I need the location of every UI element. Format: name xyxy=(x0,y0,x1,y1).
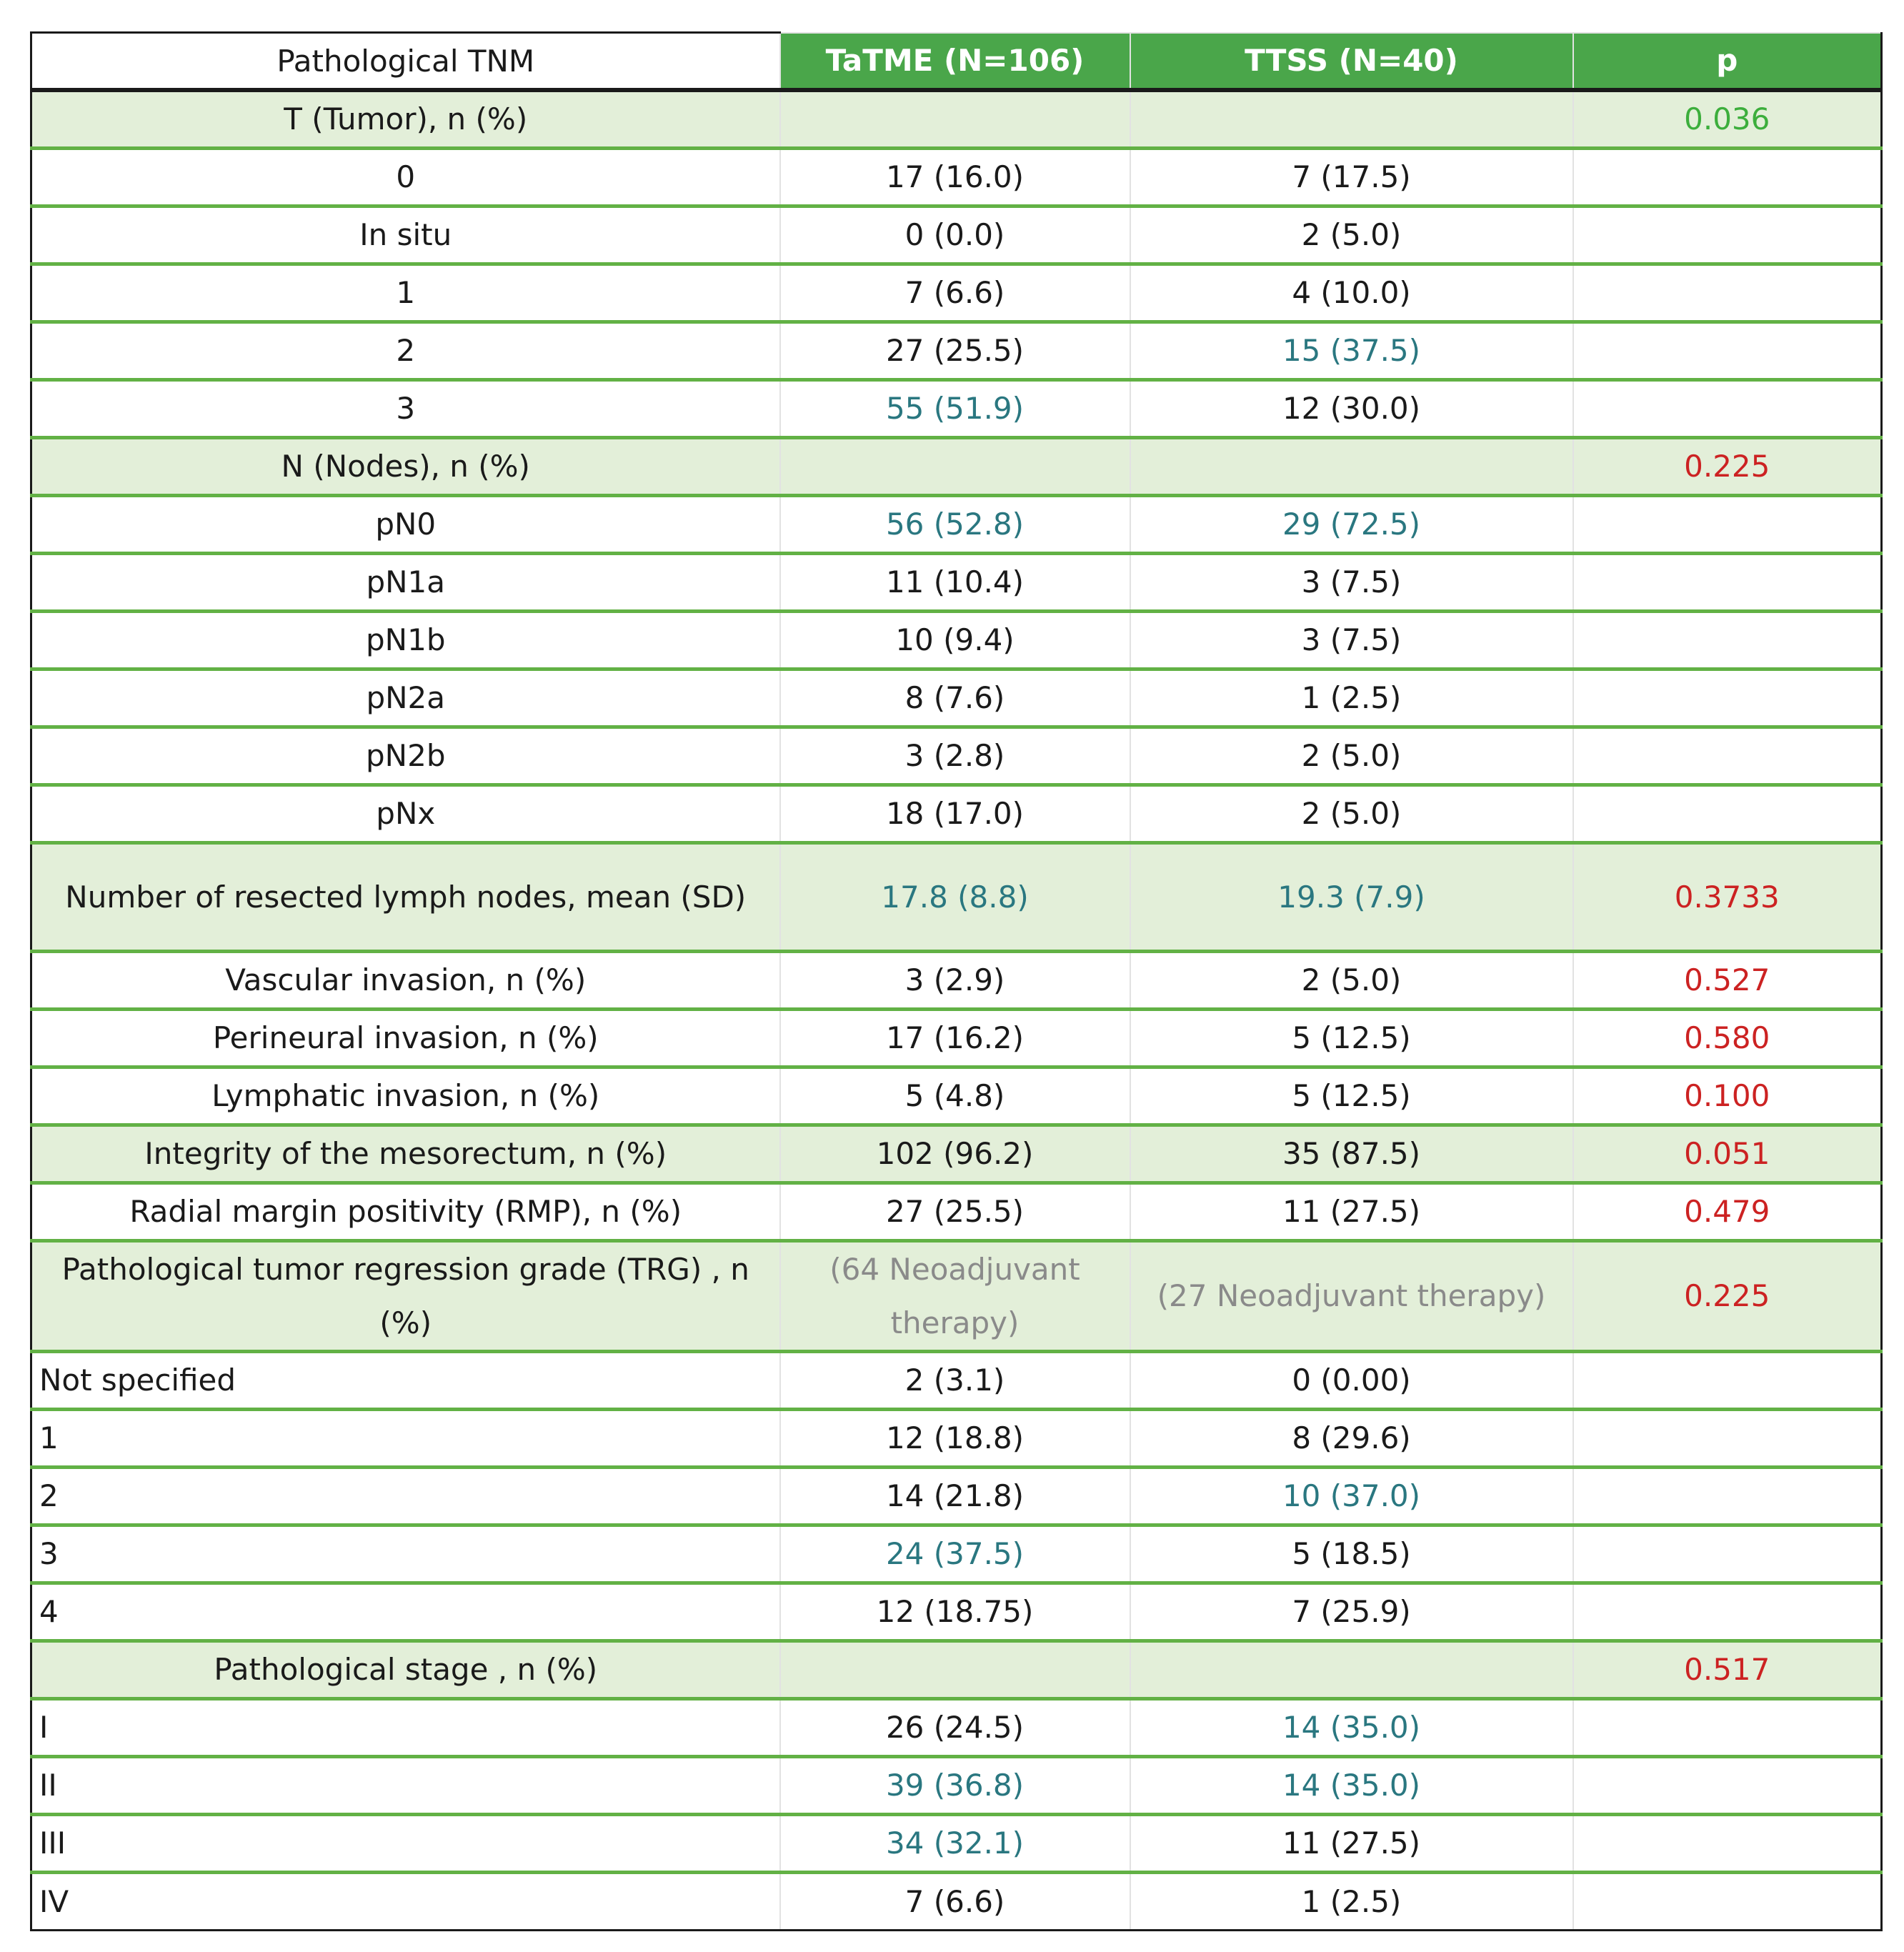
tatme-value-cell xyxy=(780,90,1130,148)
p-value-cell xyxy=(1573,148,1882,206)
p-value-cell xyxy=(1573,611,1882,669)
row-label-cell: Pathological tumor regression grade (TRG) , n (%) xyxy=(31,1240,780,1351)
row-label-cell: III xyxy=(31,1814,780,1872)
tatme-value-cell: 18 (17.0) xyxy=(780,785,1130,842)
ttss-value-cell: 19.3 (7.9) xyxy=(1130,842,1573,951)
ttss-value-cell: 11 (27.5) xyxy=(1130,1814,1573,1872)
pathology-table xyxy=(30,31,1883,1931)
ttss-value-cell xyxy=(1130,1640,1573,1698)
table-row xyxy=(31,264,1882,322)
ttss-value-cell: 5 (12.5) xyxy=(1130,1067,1573,1125)
p-value-cell xyxy=(1573,669,1882,727)
header-tatme: TaTME (N=106) xyxy=(780,33,1130,91)
table-body xyxy=(31,90,1882,1930)
ttss-value-cell: 4 (10.0) xyxy=(1130,264,1573,322)
p-value-cell: 0.517 xyxy=(1573,1640,1882,1698)
ttss-value-cell xyxy=(1130,437,1573,495)
p-value-cell xyxy=(1573,1756,1882,1814)
tatme-value-cell: 27 (25.5) xyxy=(780,1182,1130,1240)
header-pathological-tnm: Pathological TNM xyxy=(31,33,780,91)
ttss-value-cell: 3 (7.5) xyxy=(1130,611,1573,669)
row-label-cell: 1 xyxy=(31,264,780,322)
p-value-cell xyxy=(1573,1814,1882,1872)
table-row xyxy=(31,611,1882,669)
table-row xyxy=(31,951,1882,1009)
row-label-cell: In situ xyxy=(31,206,780,264)
ttss-value-cell: (27 Neoadjuvant therapy) xyxy=(1130,1240,1573,1351)
section-row xyxy=(31,1640,1882,1698)
p-value-cell xyxy=(1573,264,1882,322)
ttss-value-cell: 1 (2.5) xyxy=(1130,1872,1573,1930)
row-label-cell: Perineural invasion, n (%) xyxy=(31,1009,780,1067)
p-value-cell xyxy=(1573,1351,1882,1409)
tatme-value-cell: 17 (16.2) xyxy=(780,1009,1130,1067)
ttss-value-cell: 10 (37.0) xyxy=(1130,1467,1573,1525)
ttss-value-cell: 0 (0.00) xyxy=(1130,1351,1573,1409)
table-row xyxy=(31,1351,1882,1409)
p-value-cell: 0.3733 xyxy=(1573,842,1882,951)
row-label-cell: Lymphatic invasion, n (%) xyxy=(31,1067,780,1125)
tatme-value-cell: 34 (32.1) xyxy=(780,1814,1130,1872)
table-row xyxy=(31,148,1882,206)
table-row xyxy=(31,1872,1882,1930)
tatme-value-cell: 11 (10.4) xyxy=(780,553,1130,611)
tatme-value-cell: 17.8 (8.8) xyxy=(780,842,1130,951)
row-label-cell: 1 xyxy=(31,1409,780,1467)
p-value-cell: 0.225 xyxy=(1573,437,1882,495)
tatme-value-cell: 12 (18.75) xyxy=(780,1583,1130,1640)
section-row xyxy=(31,437,1882,495)
section-row xyxy=(31,1125,1882,1182)
tatme-value-cell: 39 (36.8) xyxy=(780,1756,1130,1814)
row-label-cell: pN1b xyxy=(31,611,780,669)
row-label-cell: Radial margin positivity (RMP), n (%) xyxy=(31,1182,780,1240)
p-value-cell xyxy=(1573,322,1882,379)
header-ttss: TTSS (N=40) xyxy=(1130,33,1573,91)
tatme-value-cell: 26 (24.5) xyxy=(780,1698,1130,1756)
tatme-value-cell: 10 (9.4) xyxy=(780,611,1130,669)
header-p-value: p xyxy=(1573,33,1882,91)
table-row xyxy=(31,1409,1882,1467)
table-row xyxy=(31,1525,1882,1583)
row-label-cell: Pathological stage , n (%) xyxy=(31,1640,780,1698)
p-value-cell: 0.527 xyxy=(1573,951,1882,1009)
p-value-cell: 0.225 xyxy=(1573,1240,1882,1351)
p-value-cell: 0.580 xyxy=(1573,1009,1882,1067)
row-label-cell: T (Tumor), n (%) xyxy=(31,90,780,148)
row-label-cell: pN2a xyxy=(31,669,780,727)
table-row xyxy=(31,1583,1882,1640)
table-row xyxy=(31,785,1882,842)
table-row xyxy=(31,1467,1882,1525)
p-value-cell xyxy=(1573,1872,1882,1930)
section-row xyxy=(31,842,1882,951)
table-row xyxy=(31,1182,1882,1240)
table-row xyxy=(31,1067,1882,1125)
row-label-cell: Vascular invasion, n (%) xyxy=(31,951,780,1009)
tatme-value-cell: 24 (37.5) xyxy=(780,1525,1130,1583)
p-value-cell xyxy=(1573,1409,1882,1467)
tatme-value-cell: 55 (51.9) xyxy=(780,379,1130,437)
row-label-cell: pN0 xyxy=(31,495,780,553)
row-label-cell: 3 xyxy=(31,1525,780,1583)
table-row xyxy=(31,669,1882,727)
ttss-value-cell: 14 (35.0) xyxy=(1130,1756,1573,1814)
ttss-value-cell: 15 (37.5) xyxy=(1130,322,1573,379)
row-label-cell: pNx xyxy=(31,785,780,842)
table-row xyxy=(31,1756,1882,1814)
row-label-cell: I xyxy=(31,1698,780,1756)
tatme-value-cell: 8 (7.6) xyxy=(780,669,1130,727)
row-label-cell: II xyxy=(31,1756,780,1814)
tatme-value-cell: 27 (25.5) xyxy=(780,322,1130,379)
tatme-value-cell xyxy=(780,1640,1130,1698)
table-row xyxy=(31,727,1882,785)
tatme-value-cell: 17 (16.0) xyxy=(780,148,1130,206)
p-value-cell: 0.100 xyxy=(1573,1067,1882,1125)
table-row xyxy=(31,322,1882,379)
row-label-cell: Not specified xyxy=(31,1351,780,1409)
tatme-value-cell: 5 (4.8) xyxy=(780,1067,1130,1125)
tatme-value-cell: 2 (3.1) xyxy=(780,1351,1130,1409)
tatme-value-cell: 7 (6.6) xyxy=(780,264,1130,322)
row-label-cell: 2 xyxy=(31,1467,780,1525)
section-row xyxy=(31,1240,1882,1351)
tatme-value-cell: 0 (0.0) xyxy=(780,206,1130,264)
p-value-cell: 0.051 xyxy=(1573,1125,1882,1182)
tatme-value-cell: 12 (18.8) xyxy=(780,1409,1130,1467)
tatme-value-cell: 3 (2.9) xyxy=(780,951,1130,1009)
table-row xyxy=(31,1698,1882,1756)
table-row xyxy=(31,379,1882,437)
p-value-cell xyxy=(1573,495,1882,553)
header-row xyxy=(31,33,1882,91)
row-label-cell: 3 xyxy=(31,379,780,437)
row-label-cell: 0 xyxy=(31,148,780,206)
p-value-cell xyxy=(1573,1583,1882,1640)
p-value-cell xyxy=(1573,1698,1882,1756)
row-label-cell: Number of resected lymph nodes, mean (SD) xyxy=(31,842,780,951)
ttss-value-cell: 2 (5.0) xyxy=(1130,206,1573,264)
row-label-cell: 4 xyxy=(31,1583,780,1640)
table-row xyxy=(31,1009,1882,1067)
p-value-cell xyxy=(1573,379,1882,437)
row-label-cell: Integrity of the mesorectum, n (%) xyxy=(31,1125,780,1182)
tatme-value-cell: 7 (6.6) xyxy=(780,1872,1130,1930)
ttss-value-cell: 7 (25.9) xyxy=(1130,1583,1573,1640)
ttss-value-cell: 8 (29.6) xyxy=(1130,1409,1573,1467)
table-row xyxy=(31,495,1882,553)
p-value-cell xyxy=(1573,553,1882,611)
p-value-cell xyxy=(1573,1525,1882,1583)
row-label-cell: pN2b xyxy=(31,727,780,785)
ttss-value-cell: 2 (5.0) xyxy=(1130,951,1573,1009)
tatme-value-cell: 3 (2.8) xyxy=(780,727,1130,785)
ttss-value-cell: 5 (12.5) xyxy=(1130,1009,1573,1067)
row-label-cell: IV xyxy=(31,1872,780,1930)
row-label-cell: 2 xyxy=(31,322,780,379)
ttss-value-cell: 29 (72.5) xyxy=(1130,495,1573,553)
p-value-cell xyxy=(1573,1467,1882,1525)
ttss-value-cell: 3 (7.5) xyxy=(1130,553,1573,611)
ttss-value-cell: 2 (5.0) xyxy=(1130,727,1573,785)
p-value-cell xyxy=(1573,785,1882,842)
row-label-cell: N (Nodes), n (%) xyxy=(31,437,780,495)
tatme-value-cell: 14 (21.8) xyxy=(780,1467,1130,1525)
p-value-cell: 0.479 xyxy=(1573,1182,1882,1240)
ttss-value-cell: 35 (87.5) xyxy=(1130,1125,1573,1182)
p-value-cell: 0.036 xyxy=(1573,90,1882,148)
tatme-value-cell: 102 (96.2) xyxy=(780,1125,1130,1182)
tatme-value-cell xyxy=(780,437,1130,495)
table-row xyxy=(31,553,1882,611)
ttss-value-cell: 7 (17.5) xyxy=(1130,148,1573,206)
row-label-cell: pN1a xyxy=(31,553,780,611)
ttss-value-cell: 2 (5.0) xyxy=(1130,785,1573,842)
p-value-cell xyxy=(1573,206,1882,264)
table-row xyxy=(31,1814,1882,1872)
tatme-value-cell: 56 (52.8) xyxy=(780,495,1130,553)
tatme-value-cell: (64 Neoadjuvant therapy) xyxy=(780,1240,1130,1351)
table-row xyxy=(31,206,1882,264)
ttss-value-cell: 14 (35.0) xyxy=(1130,1698,1573,1756)
ttss-value-cell: 5 (18.5) xyxy=(1130,1525,1573,1583)
p-value-cell xyxy=(1573,727,1882,785)
ttss-value-cell: 11 (27.5) xyxy=(1130,1182,1573,1240)
section-row xyxy=(31,90,1882,148)
ttss-value-cell: 12 (30.0) xyxy=(1130,379,1573,437)
ttss-value-cell xyxy=(1130,90,1573,148)
ttss-value-cell: 1 (2.5) xyxy=(1130,669,1573,727)
